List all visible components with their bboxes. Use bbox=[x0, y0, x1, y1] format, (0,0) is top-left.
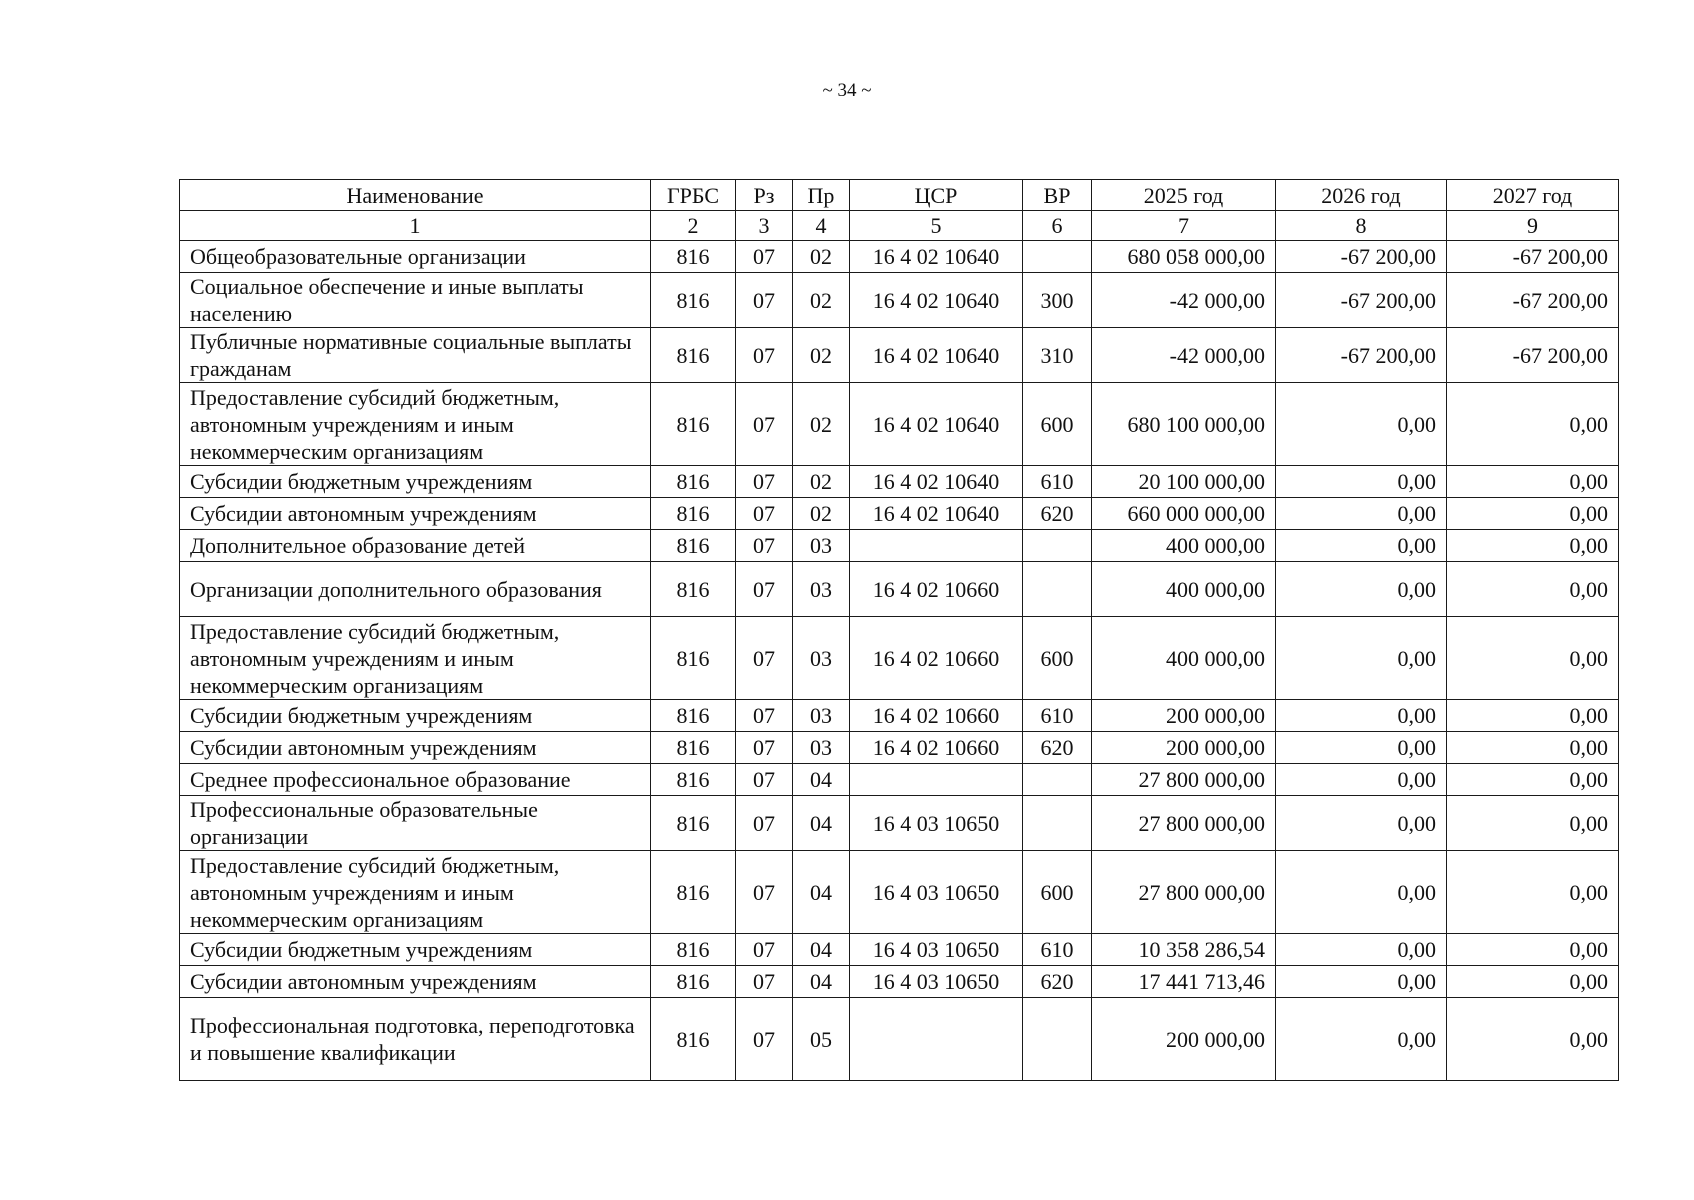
column-number: 6 bbox=[1023, 211, 1092, 241]
column-number: 5 bbox=[850, 211, 1023, 241]
grbs-cell: 816 bbox=[651, 998, 736, 1081]
vr-cell bbox=[1023, 530, 1092, 562]
rz-cell: 07 bbox=[736, 273, 793, 328]
table-row bbox=[180, 328, 1619, 383]
amount-2025: 27 800 000,00 bbox=[1092, 851, 1276, 934]
row-name: Субсидии автономным учреждениям bbox=[180, 732, 651, 764]
row-name: Субсидии автономным учреждениям bbox=[180, 966, 651, 998]
amount-2027: 0,00 bbox=[1447, 562, 1619, 617]
column-header: 2026 год bbox=[1276, 180, 1447, 211]
row-name: Предоставление субсидий бюджетным, автономным учреждениям и иным некоммерческим организациям bbox=[180, 851, 651, 934]
amount-2027: -67 200,00 bbox=[1447, 241, 1619, 273]
rz-cell: 07 bbox=[736, 966, 793, 998]
table-row bbox=[180, 732, 1619, 764]
pr-cell: 02 bbox=[793, 383, 850, 466]
pr-cell: 04 bbox=[793, 934, 850, 966]
amount-2026: 0,00 bbox=[1276, 998, 1447, 1081]
amount-2026: 0,00 bbox=[1276, 383, 1447, 466]
pr-cell: 03 bbox=[793, 700, 850, 732]
pr-cell: 05 bbox=[793, 998, 850, 1081]
table-row bbox=[180, 934, 1619, 966]
amount-2025: 10 358 286,54 bbox=[1092, 934, 1276, 966]
table-row bbox=[180, 383, 1619, 466]
amount-2026: -67 200,00 bbox=[1276, 241, 1447, 273]
row-name: Общеобразовательные организации bbox=[180, 241, 651, 273]
vr-cell: 310 bbox=[1023, 328, 1092, 383]
grbs-cell: 816 bbox=[651, 273, 736, 328]
page-number: ~ 34 ~ bbox=[822, 80, 872, 101]
rz-cell: 07 bbox=[736, 241, 793, 273]
vr-cell: 300 bbox=[1023, 273, 1092, 328]
column-header: ВР bbox=[1023, 180, 1092, 211]
table-row bbox=[180, 466, 1619, 498]
csr-cell: 16 4 02 10640 bbox=[850, 241, 1023, 273]
amount-2027: -67 200,00 bbox=[1447, 273, 1619, 328]
column-header: 2027 год bbox=[1447, 180, 1619, 211]
column-header: Пр bbox=[793, 180, 850, 211]
row-name: Организации дополнительного образования bbox=[180, 562, 651, 617]
amount-2027: 0,00 bbox=[1447, 498, 1619, 530]
amount-2025: 200 000,00 bbox=[1092, 998, 1276, 1081]
amount-2027: 0,00 bbox=[1447, 617, 1619, 700]
amount-2026: 0,00 bbox=[1276, 764, 1447, 796]
amount-2025: 660 000 000,00 bbox=[1092, 498, 1276, 530]
table-row bbox=[180, 764, 1619, 796]
amount-2027: 0,00 bbox=[1447, 934, 1619, 966]
vr-cell: 610 bbox=[1023, 466, 1092, 498]
amount-2025: 400 000,00 bbox=[1092, 562, 1276, 617]
row-name: Субсидии автономным учреждениям bbox=[180, 498, 651, 530]
amount-2025: 680 058 000,00 bbox=[1092, 241, 1276, 273]
pr-cell: 04 bbox=[793, 851, 850, 934]
budget-table bbox=[179, 179, 1619, 1081]
rz-cell: 07 bbox=[736, 998, 793, 1081]
pr-cell: 04 bbox=[793, 796, 850, 851]
amount-2025: 200 000,00 bbox=[1092, 700, 1276, 732]
rz-cell: 07 bbox=[736, 700, 793, 732]
vr-cell bbox=[1023, 562, 1092, 617]
grbs-cell: 816 bbox=[651, 796, 736, 851]
amount-2026: 0,00 bbox=[1276, 700, 1447, 732]
header-row bbox=[180, 180, 1619, 211]
column-header: ЦСР bbox=[850, 180, 1023, 211]
grbs-cell: 816 bbox=[651, 732, 736, 764]
amount-2027: 0,00 bbox=[1447, 998, 1619, 1081]
csr-cell: 16 4 02 10660 bbox=[850, 617, 1023, 700]
row-name: Предоставление субсидий бюджетным, автономным учреждениям и иным некоммерческим организациям bbox=[180, 383, 651, 466]
csr-cell: 16 4 03 10650 bbox=[850, 851, 1023, 934]
amount-2027: -67 200,00 bbox=[1447, 328, 1619, 383]
pr-cell: 03 bbox=[793, 617, 850, 700]
amount-2027: 0,00 bbox=[1447, 851, 1619, 934]
vr-cell: 620 bbox=[1023, 732, 1092, 764]
grbs-cell: 816 bbox=[651, 617, 736, 700]
amount-2026: 0,00 bbox=[1276, 732, 1447, 764]
table-row bbox=[180, 998, 1619, 1081]
table-row bbox=[180, 562, 1619, 617]
column-number: 1 bbox=[180, 211, 651, 241]
grbs-cell: 816 bbox=[651, 764, 736, 796]
amount-2026: -67 200,00 bbox=[1276, 328, 1447, 383]
grbs-cell: 816 bbox=[651, 851, 736, 934]
vr-cell bbox=[1023, 241, 1092, 273]
column-number: 4 bbox=[793, 211, 850, 241]
vr-cell: 600 bbox=[1023, 383, 1092, 466]
amount-2026: -67 200,00 bbox=[1276, 273, 1447, 328]
grbs-cell: 816 bbox=[651, 966, 736, 998]
amount-2026: 0,00 bbox=[1276, 617, 1447, 700]
column-number: 3 bbox=[736, 211, 793, 241]
row-name: Публичные нормативные социальные выплаты гражданам bbox=[180, 328, 651, 383]
amount-2025: 400 000,00 bbox=[1092, 617, 1276, 700]
csr-cell: 16 4 02 10660 bbox=[850, 700, 1023, 732]
amount-2025: 27 800 000,00 bbox=[1092, 764, 1276, 796]
amount-2025: 400 000,00 bbox=[1092, 530, 1276, 562]
row-name: Профессиональные образовательные организации bbox=[180, 796, 651, 851]
amount-2025: 680 100 000,00 bbox=[1092, 383, 1276, 466]
csr-cell: 16 4 03 10650 bbox=[850, 966, 1023, 998]
table-row bbox=[180, 966, 1619, 998]
amount-2026: 0,00 bbox=[1276, 966, 1447, 998]
amount-2026: 0,00 bbox=[1276, 498, 1447, 530]
amount-2025: -42 000,00 bbox=[1092, 328, 1276, 383]
vr-cell: 610 bbox=[1023, 934, 1092, 966]
row-name: Субсидии бюджетным учреждениям bbox=[180, 934, 651, 966]
csr-cell: 16 4 02 10660 bbox=[850, 562, 1023, 617]
pr-cell: 04 bbox=[793, 764, 850, 796]
column-header: 2025 год bbox=[1092, 180, 1276, 211]
pr-cell: 02 bbox=[793, 241, 850, 273]
row-name: Субсидии бюджетным учреждениям bbox=[180, 700, 651, 732]
csr-cell: 16 4 02 10660 bbox=[850, 732, 1023, 764]
rz-cell: 07 bbox=[736, 562, 793, 617]
amount-2027: 0,00 bbox=[1447, 383, 1619, 466]
csr-cell: 16 4 03 10650 bbox=[850, 796, 1023, 851]
amount-2025: 27 800 000,00 bbox=[1092, 796, 1276, 851]
pr-cell: 02 bbox=[793, 273, 850, 328]
grbs-cell: 816 bbox=[651, 530, 736, 562]
row-name: Субсидии бюджетным учреждениям bbox=[180, 466, 651, 498]
csr-cell: 16 4 02 10640 bbox=[850, 383, 1023, 466]
vr-cell: 620 bbox=[1023, 966, 1092, 998]
rz-cell: 07 bbox=[736, 764, 793, 796]
amount-2025: 20 100 000,00 bbox=[1092, 466, 1276, 498]
row-name: Среднее профессиональное образование bbox=[180, 764, 651, 796]
table-row bbox=[180, 796, 1619, 851]
rz-cell: 07 bbox=[736, 328, 793, 383]
table-row bbox=[180, 498, 1619, 530]
rz-cell: 07 bbox=[736, 732, 793, 764]
amount-2025: 17 441 713,46 bbox=[1092, 966, 1276, 998]
pr-cell: 02 bbox=[793, 498, 850, 530]
amount-2026: 0,00 bbox=[1276, 934, 1447, 966]
pr-cell: 03 bbox=[793, 732, 850, 764]
table-row bbox=[180, 273, 1619, 328]
pr-cell: 03 bbox=[793, 530, 850, 562]
vr-cell bbox=[1023, 764, 1092, 796]
table-header bbox=[180, 180, 1619, 241]
amount-2027: 0,00 bbox=[1447, 530, 1619, 562]
grbs-cell: 816 bbox=[651, 700, 736, 732]
grbs-cell: 816 bbox=[651, 241, 736, 273]
amount-2027: 0,00 bbox=[1447, 796, 1619, 851]
row-name: Дополнительное образование детей bbox=[180, 530, 651, 562]
column-number: 7 bbox=[1092, 211, 1276, 241]
rz-cell: 07 bbox=[736, 498, 793, 530]
column-header: Рз bbox=[736, 180, 793, 211]
amount-2025: 200 000,00 bbox=[1092, 732, 1276, 764]
vr-cell: 600 bbox=[1023, 851, 1092, 934]
table-row bbox=[180, 700, 1619, 732]
column-number: 8 bbox=[1276, 211, 1447, 241]
csr-cell bbox=[850, 998, 1023, 1081]
grbs-cell: 816 bbox=[651, 466, 736, 498]
amount-2026: 0,00 bbox=[1276, 796, 1447, 851]
column-header: ГРБС bbox=[651, 180, 736, 211]
row-name: Предоставление субсидий бюджетным, автономным учреждениям и иным некоммерческим организациям bbox=[180, 617, 651, 700]
amount-2027: 0,00 bbox=[1447, 466, 1619, 498]
column-header: Наименование bbox=[180, 180, 651, 211]
rz-cell: 07 bbox=[736, 466, 793, 498]
amount-2026: 0,00 bbox=[1276, 851, 1447, 934]
column-number-row bbox=[180, 211, 1619, 241]
amount-2026: 0,00 bbox=[1276, 562, 1447, 617]
row-name: Социальное обеспечение и иные выплаты населению bbox=[180, 273, 651, 328]
csr-cell: 16 4 02 10640 bbox=[850, 328, 1023, 383]
grbs-cell: 816 bbox=[651, 383, 736, 466]
rz-cell: 07 bbox=[736, 796, 793, 851]
rz-cell: 07 bbox=[736, 617, 793, 700]
amount-2027: 0,00 bbox=[1447, 966, 1619, 998]
rz-cell: 07 bbox=[736, 934, 793, 966]
grbs-cell: 816 bbox=[651, 562, 736, 617]
row-name: Профессиональная подготовка, переподготовка и повышение квалификации bbox=[180, 998, 651, 1081]
table-body bbox=[180, 241, 1619, 1081]
csr-cell: 16 4 02 10640 bbox=[850, 498, 1023, 530]
grbs-cell: 816 bbox=[651, 328, 736, 383]
vr-cell bbox=[1023, 998, 1092, 1081]
rz-cell: 07 bbox=[736, 383, 793, 466]
csr-cell: 16 4 02 10640 bbox=[850, 466, 1023, 498]
amount-2025: -42 000,00 bbox=[1092, 273, 1276, 328]
pr-cell: 04 bbox=[793, 966, 850, 998]
column-number: 2 bbox=[651, 211, 736, 241]
csr-cell: 16 4 02 10640 bbox=[850, 273, 1023, 328]
vr-cell bbox=[1023, 796, 1092, 851]
pr-cell: 02 bbox=[793, 328, 850, 383]
table-row bbox=[180, 241, 1619, 273]
grbs-cell: 816 bbox=[651, 498, 736, 530]
vr-cell: 600 bbox=[1023, 617, 1092, 700]
csr-cell bbox=[850, 764, 1023, 796]
amount-2027: 0,00 bbox=[1447, 732, 1619, 764]
csr-cell bbox=[850, 530, 1023, 562]
amount-2027: 0,00 bbox=[1447, 700, 1619, 732]
grbs-cell: 816 bbox=[651, 934, 736, 966]
column-number: 9 bbox=[1447, 211, 1619, 241]
table-row bbox=[180, 617, 1619, 700]
vr-cell: 620 bbox=[1023, 498, 1092, 530]
amount-2027: 0,00 bbox=[1447, 764, 1619, 796]
rz-cell: 07 bbox=[736, 851, 793, 934]
pr-cell: 02 bbox=[793, 466, 850, 498]
amount-2026: 0,00 bbox=[1276, 530, 1447, 562]
pr-cell: 03 bbox=[793, 562, 850, 617]
amount-2026: 0,00 bbox=[1276, 466, 1447, 498]
vr-cell: 610 bbox=[1023, 700, 1092, 732]
csr-cell: 16 4 03 10650 bbox=[850, 934, 1023, 966]
rz-cell: 07 bbox=[736, 530, 793, 562]
table-row bbox=[180, 530, 1619, 562]
table-row bbox=[180, 851, 1619, 934]
